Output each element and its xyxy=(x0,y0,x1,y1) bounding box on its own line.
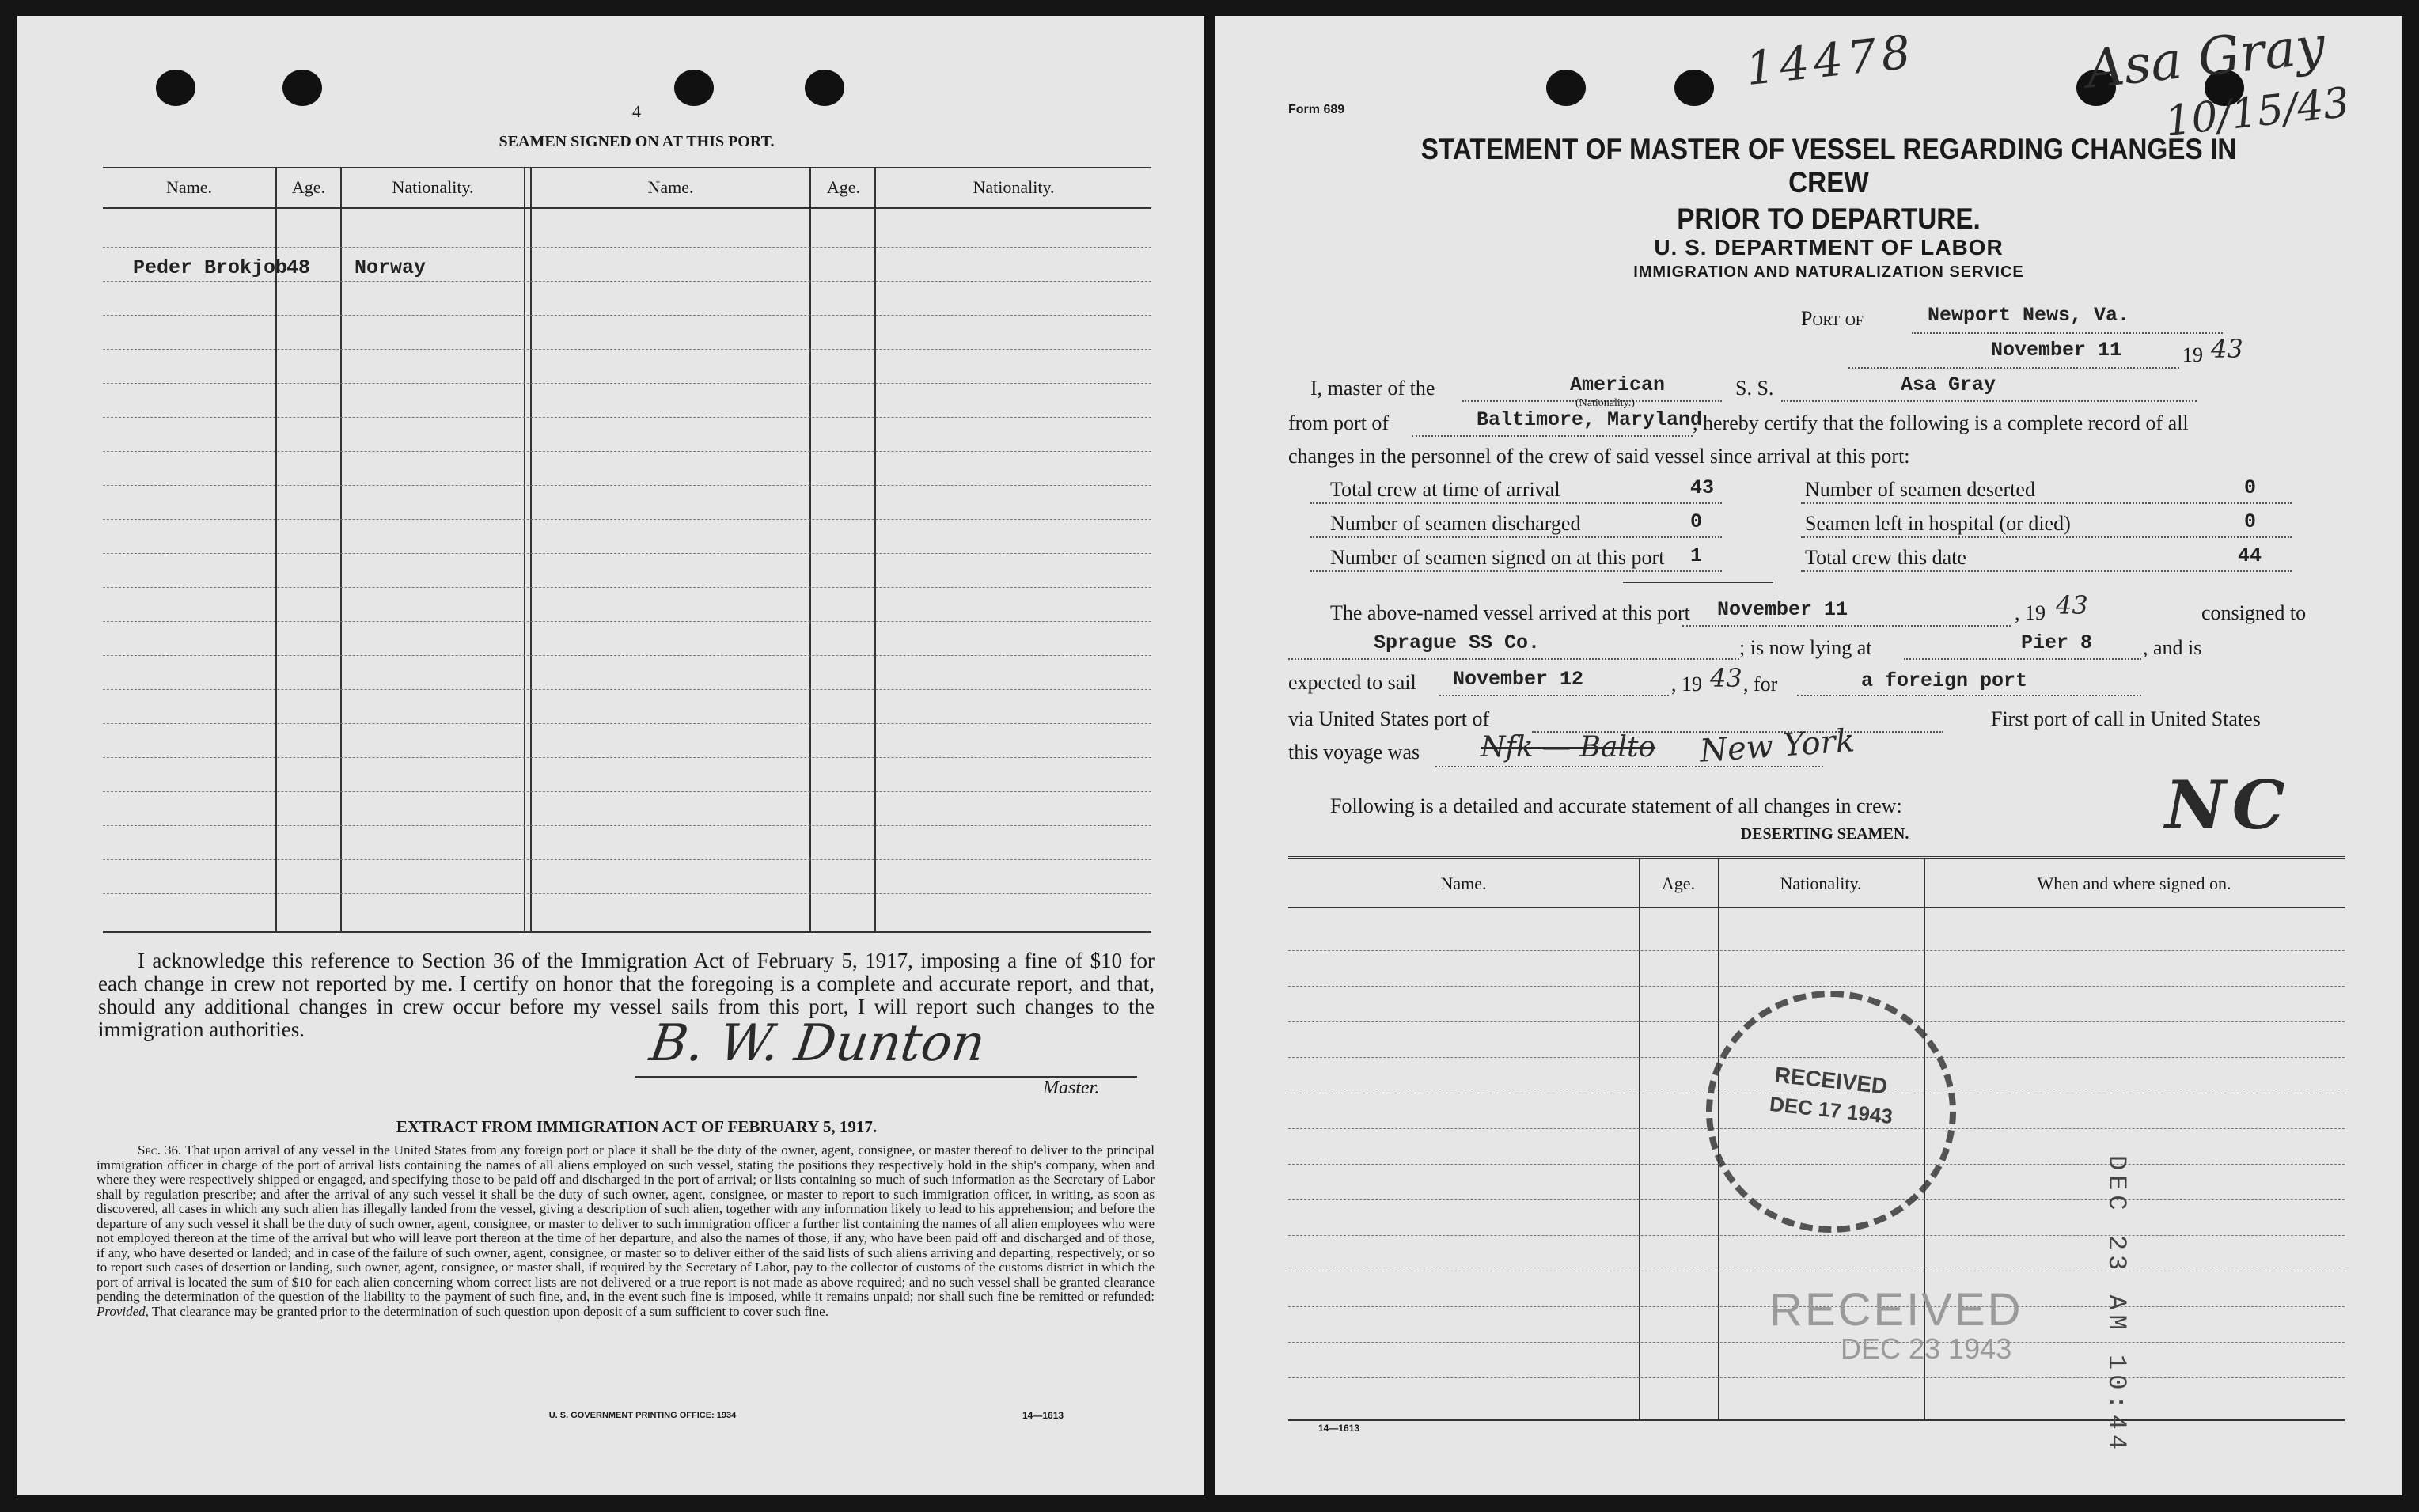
for-label: , for xyxy=(1743,673,1778,695)
col-header: Name. xyxy=(165,177,213,197)
service: IMMIGRATION AND NATURALIZATION SERVICE xyxy=(1633,263,2024,281)
col-header: Name. xyxy=(647,177,694,197)
col-header: Name. xyxy=(1440,873,1487,893)
extract-lead: Sec. 36. xyxy=(138,1143,182,1158)
first-port-label: First port of call in United States xyxy=(1991,707,2261,730)
handwritten-ship: Asa Gray xyxy=(2083,14,2328,100)
stat-value: 44 xyxy=(2238,544,2262,567)
faint-date-stamp: DEC 23 1943 xyxy=(1841,1332,2012,1365)
deserting-title: DESERTING SEAMEN. xyxy=(1740,825,1909,843)
ss-label: S. S. xyxy=(1735,377,1774,400)
and-is: , and is xyxy=(2143,636,2202,659)
initials: NC xyxy=(2165,766,2292,844)
sail-year: 43 xyxy=(1710,663,1742,693)
voyage-value: New York xyxy=(1698,722,1856,770)
stat-label: Number of seamen deserted xyxy=(1805,478,2038,502)
stat-value: 43 xyxy=(1690,476,1715,499)
stamp-received-text: RECEIVED xyxy=(1773,1062,1889,1099)
stat-value: 1 xyxy=(1690,544,1703,567)
stat-label: Number of seamen discharged xyxy=(1330,512,1583,536)
extract-title: EXTRACT FROM IMMIGRATION ACT OF FEBRUARY 5, 1917. xyxy=(396,1117,878,1136)
page-number: 4 xyxy=(632,101,641,121)
title-line-1: STATEMENT OF MASTER OF VESSEL REGARDING CHANGES IN CREW xyxy=(1420,133,2237,199)
stat-value: 0 xyxy=(2244,510,2257,533)
arrived-label: The above-named vessel arrived at this port xyxy=(1330,601,1690,624)
right-page: 14478 Asa Gray 10/15/43 Form 689 STATEMENT OF MASTER OF VESSEL REGARDING CHANGES IN CREW PRIOR TO DEPARTURE. U. S. DEPARTMENT OF LABOR IMMIGRATION AND NATURALIZATION SERVICE Port of Newport News, Va. November 11 19 43 I, master of the American (Nationality.) S. S. Asa Gray from port of Baltimore, Maryland , hereby certify that the following is a complete record of all changes in the personnel of the crew of said vessel since arrival at this port: Total crew at time of arrival 43 Number of seamen discharged 0 Number of seamen signed on at this port 1 Number of seamen deserted 0 Seamen left in hospital (or died) 0 Total crew this date 44 The above-named vessel arrived at this port November 11 , 19 43 consigned to Sprague SS Co. ; is now lying at Pier 8 , and is expected to sail November 12 , 19 43 , for a foreign port via United States port of First port of call in United States this voyage was Nfk — Balto New York Following is a detailed and accurate statement of all changes in crew: NC DESERTING SEAMEN. Name. Age. Nationality. When and where signed on. RECEIVED DEC 17 1943 RECEIVED DEC 23 1943 DEC 23 AM 10:44 14—1613 xyxy=(1215,16,2402,1495)
col-header: Nationality. xyxy=(973,177,1055,197)
handwritten-date: 10/15/43 xyxy=(2163,78,2353,146)
lying-label: ; is now lying at xyxy=(1739,636,1872,659)
section-title: SEAMEN SIGNED ON AT THIS PORT. xyxy=(499,133,775,150)
from-port-label: from port of xyxy=(1288,411,1390,434)
vessel-value: Asa Gray xyxy=(1901,373,1996,396)
consigned-label: consigned to xyxy=(2201,601,2307,624)
year-prefix: 19 xyxy=(2182,343,2203,366)
via-label: via United States port of xyxy=(1288,707,1490,730)
seaman-nationality: Norway xyxy=(355,256,427,279)
punch-hole xyxy=(1546,70,1586,106)
received-stamp xyxy=(1706,991,1956,1233)
port-label: Port of xyxy=(1801,307,1864,330)
col-header: Age. xyxy=(291,177,326,197)
left-page xyxy=(17,16,1204,1495)
seaman-age: 48 xyxy=(286,256,311,279)
master-signature: B. W. Dunton xyxy=(646,1014,989,1073)
arrived-value: November 11 xyxy=(1717,598,1848,621)
faint-received-stamp: RECEIVED xyxy=(1769,1284,2023,1336)
form-label: Form 689 xyxy=(1288,103,1345,116)
printer-line: U. S. GOVERNMENT PRINTING OFFICE: 1934 xyxy=(548,1411,737,1420)
sail-value: November 12 xyxy=(1453,668,1584,691)
voyage-label: this voyage was xyxy=(1288,741,1420,764)
col-header: When and where signed on. xyxy=(2037,873,2231,893)
form-code: 14—1613 xyxy=(1022,1410,1064,1421)
stat-label: Total crew this date xyxy=(1805,546,1970,570)
from-port-value: Baltimore, Maryland xyxy=(1477,408,1703,431)
extract-tail: That clearance may be granted prior to the determination of such question upon deposit of a sum sufficient to cover such fine. xyxy=(151,1303,828,1319)
certify-text: , hereby certify that the following is a complete record of all xyxy=(1693,411,2189,434)
col-header: Age. xyxy=(826,177,861,197)
signature-role: Master. xyxy=(1043,1078,1100,1098)
port-value: Newport News, Va. xyxy=(1928,304,2130,327)
voyage-struck: Nfk — Balto xyxy=(1481,731,1656,764)
changes-text: changes in the personnel of the crew of said vessel since arrival at this port: xyxy=(1288,445,1910,468)
stat-value: 0 xyxy=(2244,476,2257,499)
stat-label: Seamen left in hospital (or died) xyxy=(1805,512,2074,536)
expected-label: expected to sail xyxy=(1288,671,1416,694)
extract-text: That upon arrival of any vessel in the United States from any foreign port or place it shall be the duty of the owner, agent, consignee, or master thereof to deliver to the principal immigration officer in charge of the port of arrival lists containing the names of all aliens employed on such vessel, stating the positions they respectively hold in the ship's company, when and where they were respectively shipped or engaged, and specifying those to be paid off and discharged in the port of arrival; or lists containing so much of such information as the Secretary of Labor shall by regulation prescribe; and after the arrival of any such vessel it shall be the duty of such owner, agent, consignee, or master to report to such immigration officer, in writing, as soon as discovered, all cases in which any such alien has illegally landed from the vessel, giving a description of such alien, together with any information likely to lead to his apprehension; and before the departure of any such vessel it shall be the duty of such owner, agent, consignee, or master to deliver to such immigration officer a further list containing the names of all alien employees who were not employed thereon at the time of the arrival but who will leave port thereon at the time of her departure, and also the names of those, if any, who have been paid off and discharged and of those, if any, who have deserted or landed; and in case of the failure of such owner, agent, consignee, or master so to deliver either of the said lists of such aliens arriving and departing, respectively, or so to report such cases of desertion or landing, such owner, agent, consignee, or master shall, if required by the Secretary of Labor, pay to the collector of customs of the customs district in which the port of arrival is located the sum of $10 for each alien concerning whom correct lists are not delivered or a true report is not made as above required; and no such vessel shall be granted clearance pending the determination of the question of the liability to the payment of such fine, and, in the event such fine is imposed, while it remains unpaid; nor shall such fine be remitted or refunded: xyxy=(97,1143,1155,1304)
extract-body xyxy=(97,1143,1155,1319)
title-line-2: PRIOR TO DEPARTURE. xyxy=(1677,203,1981,235)
acknowledgment-text: I acknowledge this reference to Section 36 of the Immigration Act of February 5, 1917, imposing a fine of $10 for each change in crew not reported by me. I certify on honor that the foregoing is a complete and accurate report, and that, should any additional changes in crew occur before my vessel sails from this port, I will report such changes to the immigration authorities. xyxy=(98,949,1155,1041)
consignee-value: Sprague SS Co. xyxy=(1374,631,1541,654)
department: U. S. DEPARTMENT OF LABOR xyxy=(1654,235,2004,260)
col-header: Nationality. xyxy=(1780,873,1862,893)
seamen-signed-on-table xyxy=(103,165,1151,933)
stamp-date-text: DEC 17 1943 xyxy=(1768,1091,1894,1129)
stat-label: Total crew at time of arrival xyxy=(1330,478,1564,502)
vertical-date-stamp: DEC 23 AM 10:44 xyxy=(2102,1155,2131,1455)
punch-hole xyxy=(1674,70,1714,106)
arrived-year: 43 xyxy=(2056,590,2088,620)
stat-label: Number of seamen signed on at this port xyxy=(1330,546,1667,570)
year-value: 43 xyxy=(2211,334,2243,364)
nationality-caption: (Nationality.) xyxy=(1575,397,1635,409)
extract-provided: Provided, xyxy=(97,1303,149,1319)
seaman-name: Peder Brokjob xyxy=(133,256,288,279)
col-header: Nationality. xyxy=(392,177,474,197)
stat-value: 0 xyxy=(1690,510,1703,533)
for-value: a foreign port xyxy=(1861,669,2028,692)
form-code: 14—1613 xyxy=(1318,1423,1360,1434)
following-text: Following is a detailed and accurate statement of all changes in crew: xyxy=(1330,794,1902,817)
nationality-value: American xyxy=(1570,373,1666,396)
form-title xyxy=(1384,133,2274,236)
handwritten-number: 14478 xyxy=(1743,24,1918,97)
lying-value: Pier 8 xyxy=(2021,631,2093,654)
date-value: November 11 xyxy=(1991,339,2122,362)
col-header: Age. xyxy=(1661,873,1696,893)
master-of-label: I, master of the xyxy=(1310,377,1435,400)
